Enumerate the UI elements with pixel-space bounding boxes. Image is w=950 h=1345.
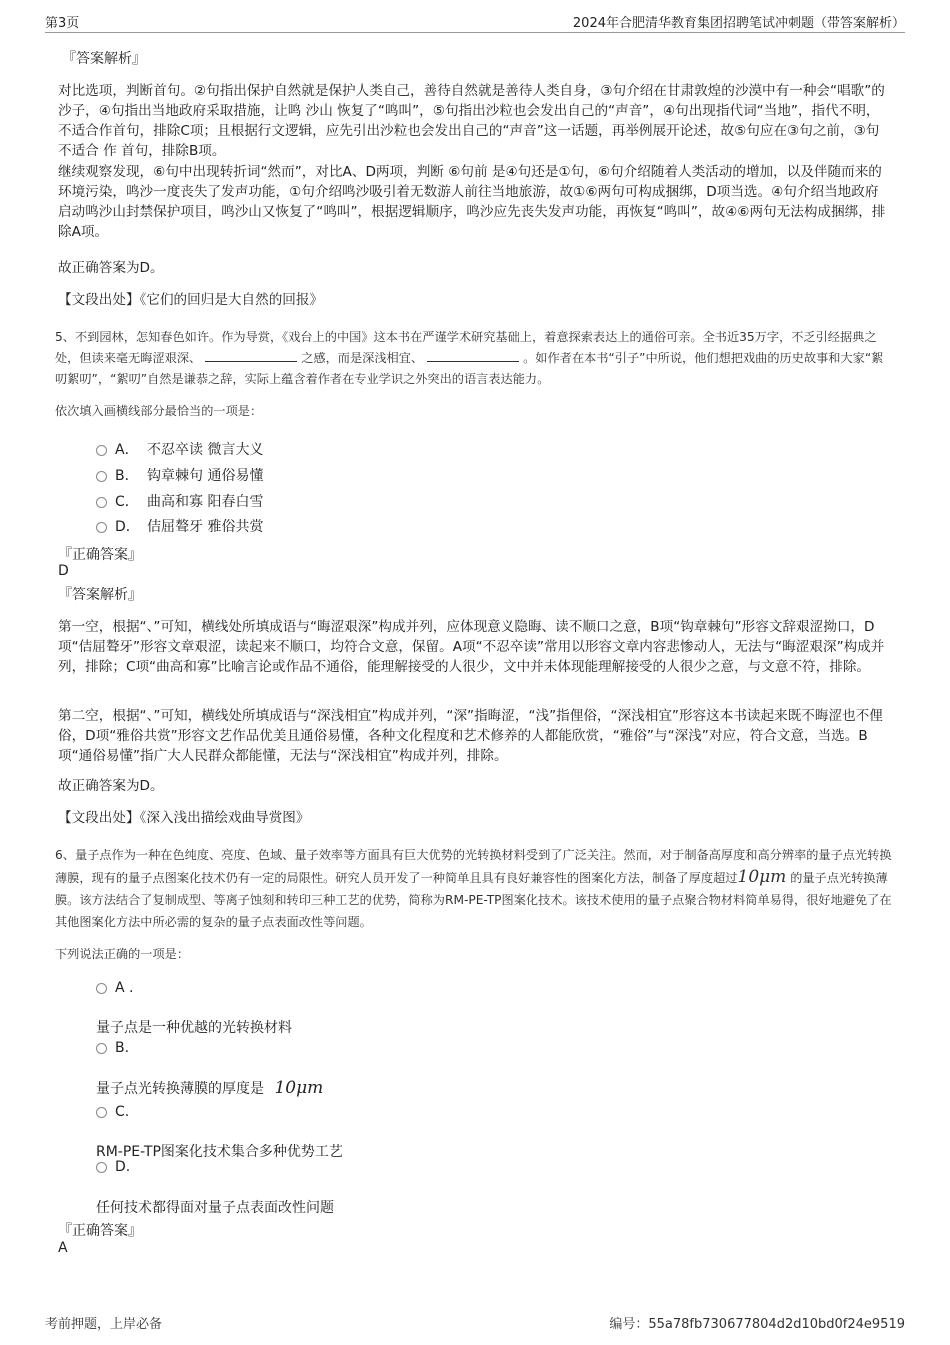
question-text: 的量子点光转换薄膜。该方法结合了复制成型、等离子蚀刻和转印三种工艺的优势，简称为RM-PE-TP图案化技术。该技术使用的量子点聚合物材料简单易得，很好地避免了在其他图案化方法中所必需的复杂的量子点表面改性等问题。 [55,871,892,929]
question-text: 6、量子点作为一种在色纯度、亮度、色域、量子效率等方面具有巨大优势的光转换材料受到了广泛关注。然而，对于制备高厚度和高分辨率的量子点光转换薄膜，现有的量子点图案化技术仍有一定的局限性。研究人员开发了一种简单且具有良好兼容性的图案化方法，制备了厚度超过 [55,848,892,885]
option-c[interactable]: C. [96,1104,129,1120]
analysis-paragraph: 第一空，根据“、”可知，横线处所填成语与“晦涩艰深”构成并列，应体现意义隐晦、读不顺口之意，B项“钩章棘句”形容文辞艰涩拗口，D项“佶屈聱牙”形容文章艰涩，读起来不顺口，均符合文意，保留。A项“不忍卒读”常用以形容文章内容悲惨动人，无法与“晦涩艰深”构成并列，排除；C项“曲高和寡”比喻言论或作品不通俗，能理解接受的人很少，文中并未体现能理解接受的人很少之意，与文意不符，排除。 [58,619,885,675]
radio-button[interactable] [96,1043,107,1054]
radio-button[interactable] [96,445,107,456]
question-prompt: 依次填入画横线部分最恰当的一项是： [55,404,263,418]
analysis-label: 『答案解析』 [62,51,146,67]
question-text: 之感，而是深浅相宜、 [301,351,424,365]
math-expression: 10μm [274,1078,324,1098]
analysis-paragraph: 对比选项，判断首句。②句指出保护自然就是保护人类自己，善待自然就是善待人类自身，③句介绍在甘肃敦煌的沙漠中有一种会“唱歌”的沙子，④句指出当地政府采取措施，让鸣 沙山 恢复了“鸣叫”，⑤句指出沙粒也会发出自己的“声音”，④句出现指代词“当地”，指代不明，不适合作首句，排除C项；且根据行文逻辑，应先引出沙粒也会发出自己的“声音”这一话题，再举例展开论述，故⑤句应在③句之前，③句不适合 作 首句，排除B项。 [58,83,885,159]
analysis-label: 『答案解析』 [58,587,142,603]
question-text: 。如作者在本书“引子”中所说，他们想把戏曲的历史故事和大家“絮叨絮叨”，“絮叨”自然是谦恭之辞，实际上蕴含着作者在专业学识之外突出的语言表达能力。 [55,351,884,386]
analysis-paragraph: 继续观察发现，⑥句中出现转折词“然而”，对比A、D两项，判断 ⑥句前 是④句还是①句，⑥句介绍随着人类活动的增加，以及伴随而来的环境污染，鸣沙一度丧失了发声功能，①句介绍鸣沙吸引着无数游人前往当地旅游，故①⑥两句可构成捆绑，D项当选。④句介绍当地政府启动鸣沙山封禁保护项目，鸣沙山又恢复了“鸣叫”，根据逻辑顺序，鸣沙应先丧失发声功能，再恢复“鸣叫”，故④⑥两句无法构成捆绑，排除A项。 [58,164,886,240]
radio-button[interactable] [96,471,107,482]
footer-slogan: 考前押题，上岸必备 [45,1317,163,1332]
correct-answer-label: 『正确答案』 [58,1223,142,1239]
option-a[interactable]: A． 不忍卒读 微言大义 [96,439,263,459]
radio-button[interactable] [96,522,107,533]
option-d[interactable]: D． 佶屈聱牙 雅俗共赏 [96,516,263,536]
correct-answer: A [58,1240,68,1256]
radio-button[interactable] [96,983,107,994]
question-text: 5、不到园林，怎知春色如许。作为导赏，《戏台上的中国》这本书在严谨学术研究基础上，着意探索表达上的通俗可亲。全书近35万字，不乏引经据典之处，但读来毫无晦涩艰深、 [55,330,877,365]
analysis-paragraph: 第二空，根据“、”可知，横线处所填成语与“深浅相宜”构成并列，“深”指晦涩，“浅”指俚俗，“深浅相宜”形容这本书读起来既不晦涩也不俚俗，D项“雅俗共赏”形容文艺作品优美且通俗易懂，各种文化程度和艺术修养的人都能欣赏，“雅俗”与“深浅”对应，符合文意，当选。B项“通俗易懂”指广大人民群众都能懂，无法与“深浅相宜”构成并列，排除。 [58,708,883,764]
option-b-text: 量子点光转换薄膜的厚度是 10μm [96,1078,324,1098]
option-b[interactable]: B. [96,1040,129,1056]
question-5-stem [55,327,895,390]
question-prompt: 下列说法正确的一项是： [55,947,190,961]
page-header [45,12,905,33]
fill-blank [427,349,519,362]
radio-button[interactable] [96,1107,107,1118]
option-c[interactable]: C． 曲高和寡 阳春白雪 [96,491,263,511]
radio-button[interactable] [96,497,107,508]
document-title: 2024年合肥清华教育集团招聘笔试冲刺题（带答案解析） [572,16,905,31]
radio-button[interactable] [96,1162,107,1173]
option-d[interactable]: D. [96,1159,130,1175]
correct-answer: D [58,563,69,579]
correct-answer-label: 『正确答案』 [58,547,142,563]
option-c-text: RM-PE-TP图案化技术集合多种优势工艺 [96,1144,343,1160]
conclusion: 故正确答案为D。 [58,778,164,794]
question-6-stem [55,844,895,933]
option-b[interactable]: B． 钩章棘句 通俗易懂 [96,465,263,485]
source-note: 【文段出处】《它们的回归是大自然的回报》 [58,292,324,308]
conclusion: 故正确答案为D。 [58,260,164,276]
math-expression: 10μm [737,867,787,887]
document-id: 编号：55a78fb730677804d2d10bd0f24e9519 [609,1317,905,1332]
option-a[interactable]: A . [96,980,133,996]
option-a-text: 量子点是一种优越的光转换材料 [96,1020,292,1036]
page-number: 第3页 [45,16,80,31]
fill-blank [205,349,297,362]
option-d-text: 任何技术都得面对量子点表面改性问题 [96,1200,334,1216]
source-note: 【文段出处】《深入浅出描绘戏曲导赏图》 [58,810,310,826]
